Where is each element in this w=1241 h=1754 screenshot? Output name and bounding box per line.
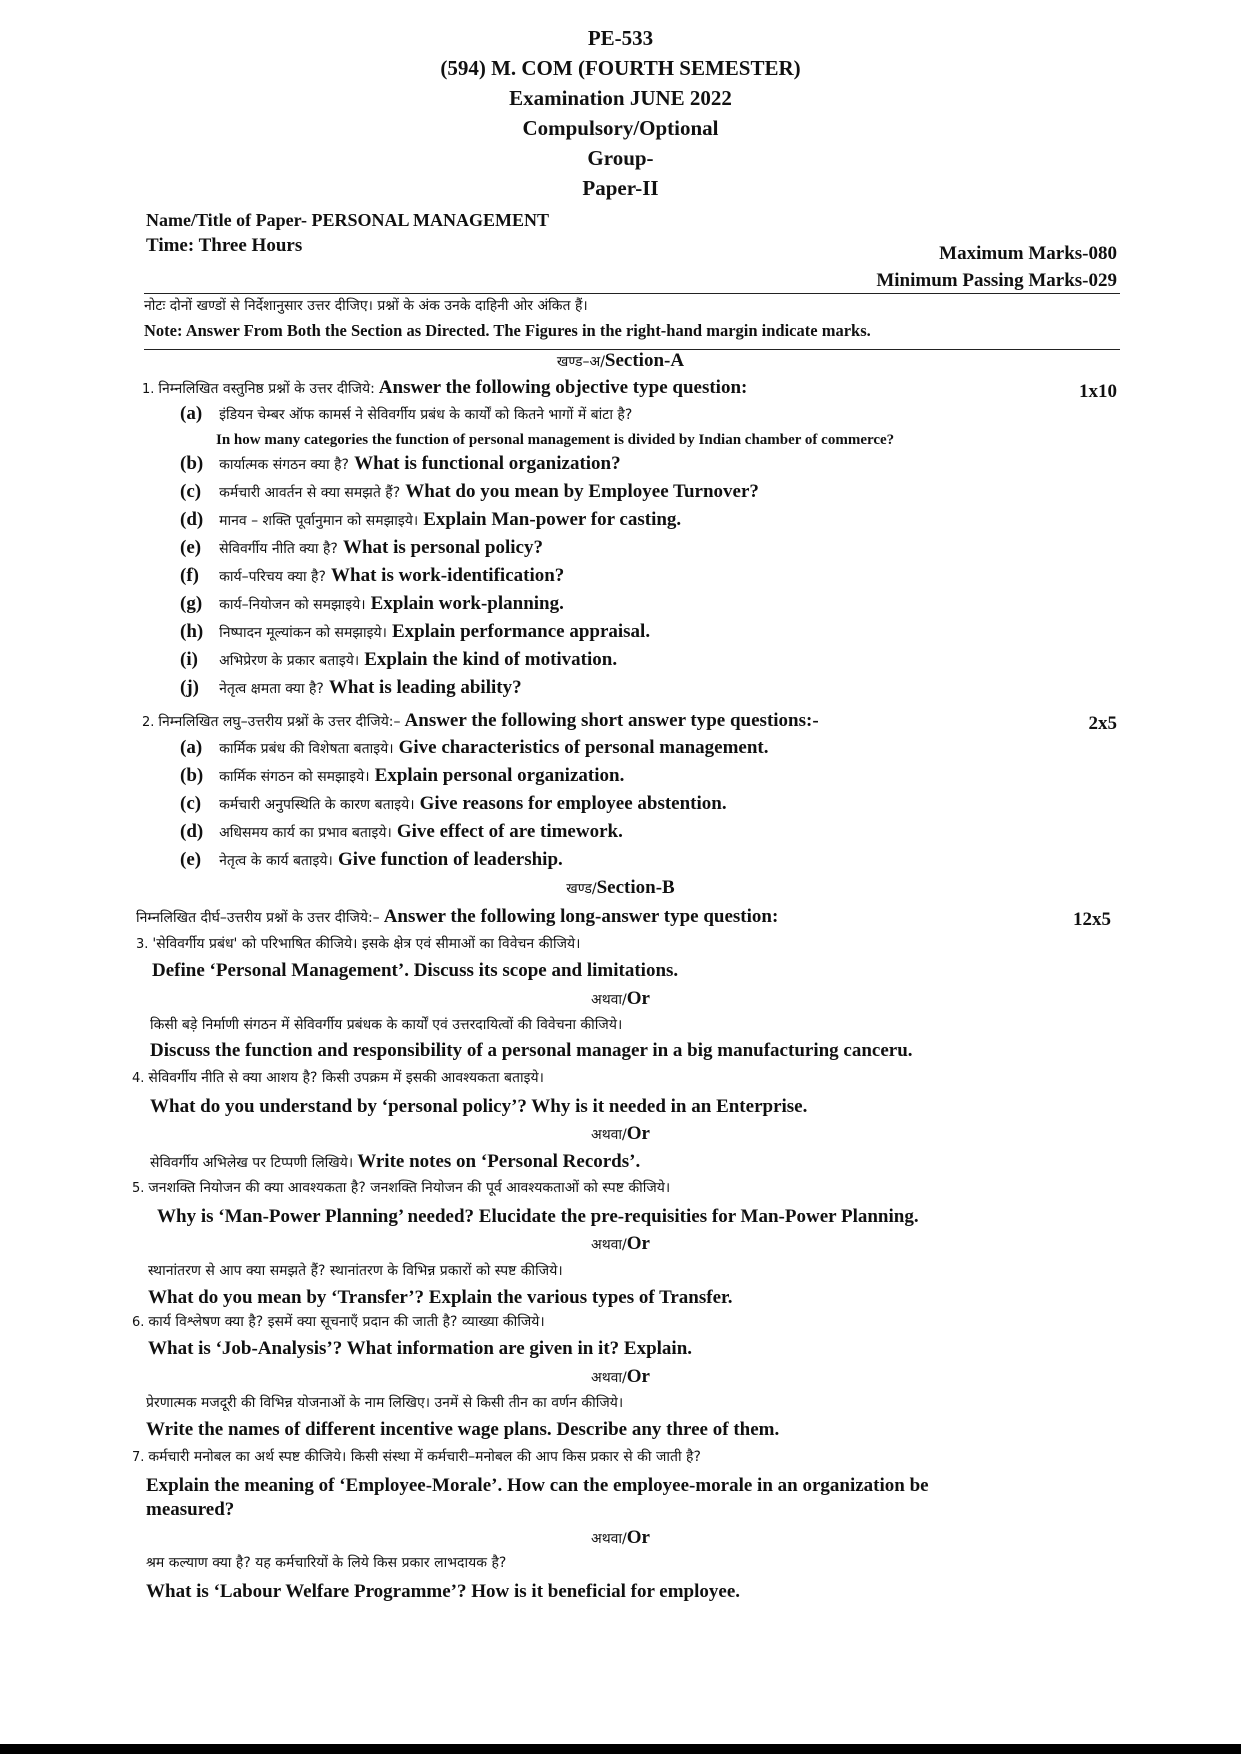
paper-title: Name/Title of Paper- PERSONAL MANAGEMENT <box>146 210 549 230</box>
item-hindi: कार्मिक प्रबंध की विशेषता बताइये। <box>219 741 394 757</box>
or-english: Or <box>626 1527 650 1548</box>
question-7-hindi <box>132 1447 701 1466</box>
item-hindi: अभिप्रेरण के प्रकार बताइये। <box>219 653 360 669</box>
item-english: Give characteristics of personal management. <box>398 737 769 758</box>
list-item <box>180 649 617 671</box>
item-label: (i) <box>180 649 198 670</box>
section-a-english: Section-A <box>604 350 685 371</box>
item-english: What do you mean by Employee Turnover? <box>405 481 759 502</box>
list-item <box>180 677 522 699</box>
or-divider <box>0 988 1241 1010</box>
question-number: 5. <box>132 1181 145 1196</box>
list-item <box>180 765 624 787</box>
question-number: 4. <box>132 1071 145 1086</box>
or-hindi: अथवा/ <box>591 1531 627 1547</box>
question-3-alt-hindi: किसी बड़े निर्माणी संगठन में सेविवर्गीय प्रबंधक के कार्यों एवं उत्तरदायित्वों की विवेचना कीजिये। <box>150 1017 623 1033</box>
question-hindi: सेविवर्गीय नीति से क्या आशय है? किसी उपक्रम में इसकी आवश्यकता बताइये। <box>148 1070 544 1086</box>
list-item <box>180 537 543 559</box>
question-1 <box>142 377 747 399</box>
question-number: 3. <box>136 937 149 952</box>
question-hindi: 'सेविवर्गीय प्रबंध' को परिभाषित कीजिये। इसके क्षेत्र एवं सीमाओं का विवेचन कीजिये। <box>152 936 581 952</box>
question-english: Answer the following short answer type questions:- <box>404 710 819 731</box>
note-hindi: नोटः दोनों खण्डों से निर्देशानुसार उत्तर दीजिए। प्रश्नों के अंक उनके दाहिनी ओर अंकित हैं। <box>144 298 588 314</box>
item-english: What is work-identification? <box>331 565 565 586</box>
question-4-alt <box>150 1151 640 1173</box>
question-hindi: निम्नलिखित वस्तुनिष्ठ प्रश्नों के उत्तर दीजिये: <box>158 381 375 397</box>
section-b-intro <box>136 906 778 928</box>
section-b-heading <box>0 877 1241 899</box>
question-6-alt-english: Write the names of different incentive wage plans. Describe any three of them. <box>146 1419 780 1440</box>
question-6-hindi <box>132 1312 545 1331</box>
or-hindi: अथवा/ <box>591 992 627 1008</box>
item-label: (c) <box>180 481 202 502</box>
item-hindi: नेतृत्व के कार्य बताइये। <box>219 853 333 869</box>
item-label: (b) <box>180 765 204 786</box>
item-hindi: सेविवर्गीय नीति क्या है? <box>219 541 338 557</box>
question-hindi: कार्य विश्लेषण क्या है? इसमें क्या सूचनाएँ प्रदान की जाती है? व्याख्या कीजिये। <box>148 1314 545 1330</box>
item-hindi: इंडियन चेम्बर ऑफ कामर्स ने सेविवर्गीय प्रबंध के कार्यों को कितने भागों में बांटा है? <box>219 407 633 423</box>
question-hindi: कर्मचारी मनोबल का अर्थ स्पष्ट कीजिये। किसी संस्था में कर्मचारी–मनोबल की आप किस प्रकार से की जाती है? <box>148 1449 701 1465</box>
list-item <box>180 565 564 587</box>
question-6-alt-hindi: प्रेरणात्मक मजदूरी की विभिन्न योजनाओं के नाम लिखिए। उनमें से किसी तीन का वर्णन कीजिये। <box>146 1395 624 1411</box>
alt-english: Write notes on ‘Personal Records’. <box>357 1151 641 1172</box>
section-a-heading <box>0 350 1241 372</box>
item-label: (e) <box>180 537 202 558</box>
item-english: Explain the kind of motivation. <box>364 649 618 670</box>
or-hindi: अथवा/ <box>591 1370 627 1386</box>
question-2 <box>142 710 819 732</box>
question-marks: 1x10 <box>1079 381 1117 402</box>
question-6-english: What is ‘Job-Analysis’? What information are given in it? Explain. <box>148 1338 693 1359</box>
item-hindi: कर्मचारी आवर्तन से क्या समझते हैं? <box>219 485 401 501</box>
item-hindi: नेतृत्व क्षमता क्या है? <box>219 681 324 697</box>
item-english: Give function of leadership. <box>337 849 563 870</box>
item-hindi: कार्यात्मक संगठन क्या है? <box>219 457 349 473</box>
item-english: Explain performance appraisal. <box>392 621 651 642</box>
question-number: 2. <box>142 715 155 730</box>
list-item <box>180 403 632 425</box>
or-divider <box>0 1527 1241 1549</box>
question-marks: 2x5 <box>1088 713 1117 734</box>
question-3-hindi <box>136 934 580 953</box>
section-b-english: Section-B <box>596 877 675 898</box>
list-item <box>180 793 727 815</box>
item-label: (b) <box>180 453 204 474</box>
item-english: What is functional organization? <box>354 453 621 474</box>
item-english: Explain personal organization. <box>374 765 625 786</box>
list-item <box>180 481 759 503</box>
question-5-alt-hindi: स्थानांतरण से आप क्या समझते हैं? स्थानांतरण के विभिन्न प्रकारों को स्पष्ट कीजिये। <box>148 1263 563 1279</box>
or-english: Or <box>626 988 650 1009</box>
list-item <box>180 593 564 615</box>
alt-hindi: सेविवर्गीय अभिलेख पर टिप्पणी लिखिये। <box>150 1155 354 1171</box>
item-english: Give reasons for employee abstention. <box>419 793 727 814</box>
question-4-english: What do you understand by ‘personal policy’? Why is it needed in an Enterprise. <box>150 1096 808 1117</box>
item-hindi: कार्य–नियोजन को समझाइये। <box>219 597 366 613</box>
or-hindi: अथवा/ <box>591 1237 627 1253</box>
group: Group- <box>587 146 654 170</box>
item-label: (d) <box>180 509 204 530</box>
course-title: (594) M. COM (FOURTH SEMESTER) <box>440 56 801 80</box>
question-7-english-line1: Explain the meaning of ‘Employee-Morale’. How can the employee-morale in an organization be <box>146 1475 929 1496</box>
divider <box>144 293 1120 294</box>
item-hindi: कार्मिक संगठन को समझाइये। <box>219 769 370 785</box>
question-5-alt-english: What do you mean by ‘Transfer’? Explain the various types of Transfer. <box>148 1287 733 1308</box>
item-label: (c) <box>180 793 202 814</box>
list-item <box>180 621 650 643</box>
scan-edge <box>0 1744 1241 1754</box>
question-hindi: जनशक्ति नियोजन की क्या आवश्यकता है? जनशक्ति नियोजन की पूर्व आवश्यकताओं को स्पष्ट कीजिये। <box>148 1180 671 1196</box>
exam-session: Examination JUNE 2022 <box>509 86 732 110</box>
section-a-hindi: खण्ड–अ/ <box>556 354 605 370</box>
item-hindi: अधिसमय कार्य का प्रभाव बताइये। <box>219 825 392 841</box>
list-item <box>180 849 563 871</box>
note-english: Note: Answer From Both the Section as Directed. The Figures in the right-hand margin indicate marks. <box>144 321 871 340</box>
list-item <box>180 509 681 531</box>
item-label: (g) <box>180 593 203 614</box>
list-item <box>180 737 768 759</box>
question-3-english: Define ‘Personal Management’. Discuss its scope and limitations. <box>152 960 679 981</box>
item-english: Explain Man-power for casting. <box>423 509 682 530</box>
min-marks: Minimum Passing Marks-029 <box>876 270 1117 291</box>
item-english: What is leading ability? <box>328 677 522 698</box>
or-english: Or <box>626 1366 650 1387</box>
or-hindi: अथवा/ <box>591 1127 627 1143</box>
section-b-hindi: खण्ड/ <box>566 881 597 897</box>
question-7-english-line2: measured? <box>146 1499 235 1520</box>
item-label: (d) <box>180 821 204 842</box>
time-allowed: Time: Three Hours <box>146 235 303 256</box>
item-label: (a) <box>180 403 203 424</box>
or-divider <box>0 1366 1241 1388</box>
list-item <box>180 821 623 843</box>
item-hindi: निष्पादन मूल्यांकन को समझाइये। <box>219 625 387 641</box>
item-english: What is personal policy? <box>342 537 543 558</box>
question-number: 6. <box>132 1315 145 1330</box>
item-hindi: कार्य–परिचय क्या है? <box>219 569 326 585</box>
paper-type: Compulsory/Optional <box>522 116 719 140</box>
item-hindi: कर्मचारी अनुपस्थिति के कारण बताइये। <box>219 797 415 813</box>
question-4-hindi <box>132 1068 544 1087</box>
question-number: 7. <box>132 1450 145 1465</box>
intro-english: Answer the following long-answer type question: <box>383 906 779 927</box>
question-marks: 12x5 <box>1073 909 1111 930</box>
question-5-hindi <box>132 1178 670 1197</box>
item-english: Explain work-planning. <box>370 593 564 614</box>
item-label: (f) <box>180 565 199 586</box>
question-number: 1. <box>142 382 155 397</box>
item-label: (j) <box>180 677 199 698</box>
paper-code: PE-533 <box>587 26 654 50</box>
or-divider <box>0 1233 1241 1255</box>
question-5-english: Why is ‘Man-Power Planning’ needed? Elucidate the pre-requisities for Man-Power Planning. <box>157 1206 919 1227</box>
question-7-alt-english: What is ‘Labour Welfare Programme’? How is it beneficial for employee. <box>146 1581 741 1602</box>
item-label: (h) <box>180 621 204 642</box>
paper-number: Paper-II <box>582 176 659 200</box>
item-english: In how many categories the function of personal management is divided by Indian chamber of commerce? <box>216 432 895 448</box>
question-7-alt-hindi: श्रम कल्याण क्या है? यह कर्मचारियों के लिये किस प्रकार लाभदायक है? <box>146 1555 507 1571</box>
item-label: (a) <box>180 737 203 758</box>
or-divider <box>0 1123 1241 1145</box>
intro-hindi: निम्नलिखित दीर्घ–उत्तरीय प्रश्नों के उत्तर दीजिये:– <box>136 910 380 926</box>
item-hindi: मानव – शक्ति पूर्वानुमान को समझाइये। <box>219 513 419 529</box>
or-english: Or <box>626 1123 650 1144</box>
item-label: (e) <box>180 849 202 870</box>
question-english: Answer the following objective type question: <box>378 377 748 398</box>
or-english: Or <box>626 1233 650 1254</box>
list-item <box>180 453 621 475</box>
question-hindi: निम्नलिखित लघु–उत्तरीय प्रश्नों के उत्तर दीजिये:– <box>158 714 401 730</box>
item-english: Give effect of are timework. <box>396 821 623 842</box>
max-marks: Maximum Marks-080 <box>939 243 1117 264</box>
question-3-alt-english: Discuss the function and responsibility of a personal manager in a big manufacturing canceru. <box>150 1040 913 1061</box>
